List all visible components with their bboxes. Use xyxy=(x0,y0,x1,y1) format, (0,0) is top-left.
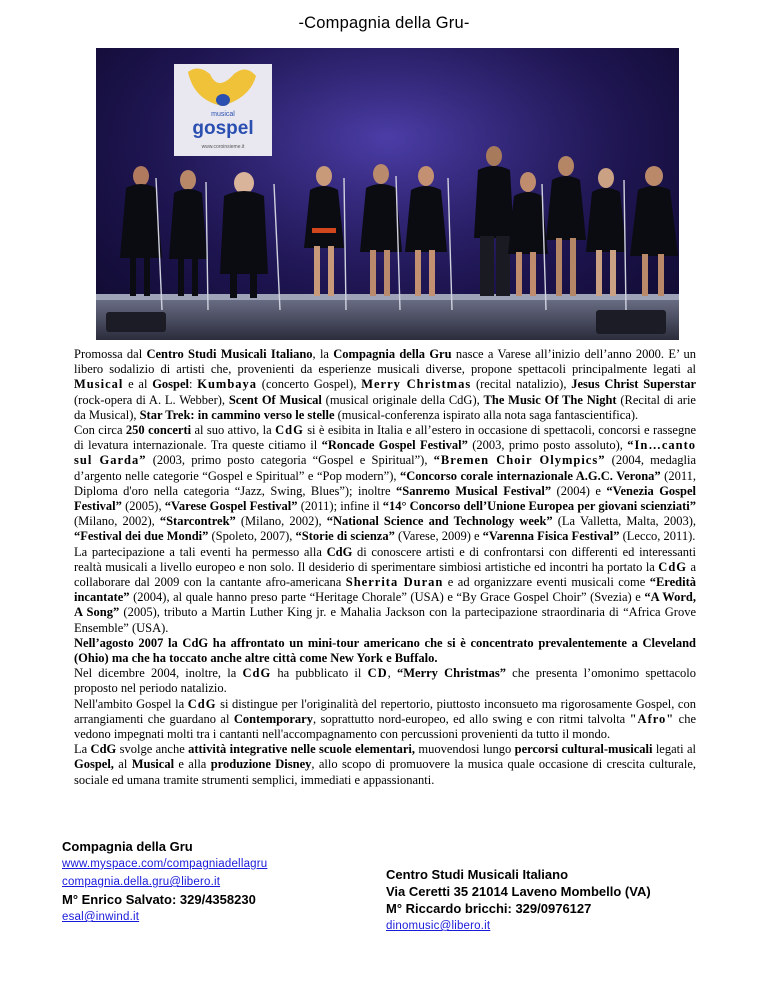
website-link[interactable]: www.myspace.com/compagniadellagru xyxy=(62,858,268,870)
gospel-banner xyxy=(174,64,272,156)
email-link[interactable]: compagnia.della.gru@libero.it xyxy=(62,876,221,888)
contact-phone: M° Enrico Salvato: 329/4358230 xyxy=(62,892,256,907)
page-title: -Compagnia della Gru- xyxy=(298,14,470,32)
body-text xyxy=(74,347,696,788)
paragraph-concerts: Con circa 250 concerti al suo attivo, la CdG si è esibita in Italia e all’estero in occasione di spettacoli, concorsi e rassegne di levatura internazionale. Tra queste citiamo il “Roncade Gospel Festival” (2003, primo posto assoluto), “In…canto sul Garda” (2003, primo posto categoria “Gospel e Spiritual”), “Bremen Choir Olympics” (2004, medaglia d’argento nelle categorie “Gospel e Spiritual” e “Pop modern”), “Concorso corale internazionale A.G.C. Verona” (2011, Diploma d'oro nella categoria “Jazz, Swing, Blues”); inoltre “Sanremo Musical Festival” (2004) e “Venezia Gospel Festival” (2005), “Varese Gospel Festival” (2011); infine il “14° Concorso dell’Unione Europea per giovani scienziati” (Milano, 2002), “Starcontrek” (Milano, 2002), “National Science and Technology week” (La Valletta, Malta, 2003), “Festival dei due Mondi” (Spoleto, 2007), “Storie di scienza” (Varese, 2009) e “Varenna Fisica Festival” (Lecco, 2011). xyxy=(74,423,697,544)
email-link[interactable]: dinomusic@libero.it xyxy=(386,920,491,932)
paragraph-collaborations: La partecipazione a tali eventi ha permesso alla CdG di conoscere artisti e di confrontarsi con differenti ed interessanti realtà musicali a livello europeo e non solo. Il desiderio di sperimentare simbiosi artistiche ed incontri ha portato la CdG a collaborare dal 2009 con la cantante afro-americana Sherrita Duran e ad organizzare eventi musicali come “Eredità incantate” (2004), al quale hanno preso parte “Heritage Chorale” (USA) e “By Grace Gospel Choir” (Svezia) e “A Word, A Song” (2005), tributo a Martin Luther King jr. e Mahalia Jackson con la partecipazione straordinaria di “Africa Grove Ensemble” (USA). xyxy=(74,544,696,635)
svg-text:www.coroinsieme.it: www.coroinsieme.it xyxy=(201,144,245,150)
paragraph-repertoire: Nell'ambito Gospel la CdG si distingue per l'originalità del repertorio, piuttosto inconsueto ma rigorosamente Gospel, con arrangiamenti che guardano al Contemporary, soprattutto nord-europeo, ed allo swing e con ritmi talvolta "Afro" che vedono impegnati molti tra i cantanti nell'accompagnamento con percussioni provenienti da tutto il mondo. xyxy=(74,696,696,742)
contact-address: Via Ceretti 35 21014 Laveno Mombello (VA) xyxy=(386,884,651,899)
contact-centro-studi xyxy=(386,866,716,935)
paragraph-tour: Nell’agosto 2007 la CdG ha affrontato un mini-tour americano che si è concentrato prevalentemente a Cleveland (Ohio) ma che ha toccato anche altre città come New York e Buffalo. xyxy=(74,635,696,666)
paragraph-intro: Promossa dal Centro Studi Musicali Italiano, la Compagnia della Gru nasce a Varese all’inizio dell’anno 2000. E’ un libero sodalizio di artisti che, provenienti da esperienze musicali diverse, propone spettacoli principalmente legati al Musical e al Gospel: Kumbaya (concerto Gospel), Merry Christmas (recital natalizio), Jesus Christ Superstar (rock-opera di A. L. Webber), Scent Of Musical (musical originale della CdG), The Music Of The Night (Recital di arie da Musical), Star Trek: in cammino verso le stelle (musical-conferenza ispirato alla nota saga fantascientifica). xyxy=(74,347,696,422)
svg-text:gospel: gospel xyxy=(192,118,254,139)
paragraph-cd: Nel dicembre 2004, inoltre, la CdG ha pubblicato il CD, “Merry Christmas” che presenta l’omonimo spettacolo proposto nel periodo natalizio. xyxy=(74,666,697,696)
contact-phone: M° Riccardo bricchi: 329/0976127 xyxy=(386,901,592,916)
paragraph-schools: La CdG svolge anche attività integrative nelle scuole elementari, muovendosi lungo percorsi cultural-musicali legati al Gospel, al Musical e alla produzione Disney, allo scopo di promuovere la musica quale occasione di crescita culturale, sociale ed umana tramite strumenti semplici, immediati e appassionanti. xyxy=(74,742,696,787)
svg-text:musical: musical xyxy=(211,111,235,118)
contact-compagnia xyxy=(62,838,362,926)
choir-photo xyxy=(96,48,679,340)
contact-name: Centro Studi Musicali Italiano xyxy=(386,867,569,882)
contact-name: Compagnia della Gru xyxy=(62,839,193,854)
email-link-secondary[interactable]: esal@inwind.it xyxy=(62,911,140,923)
